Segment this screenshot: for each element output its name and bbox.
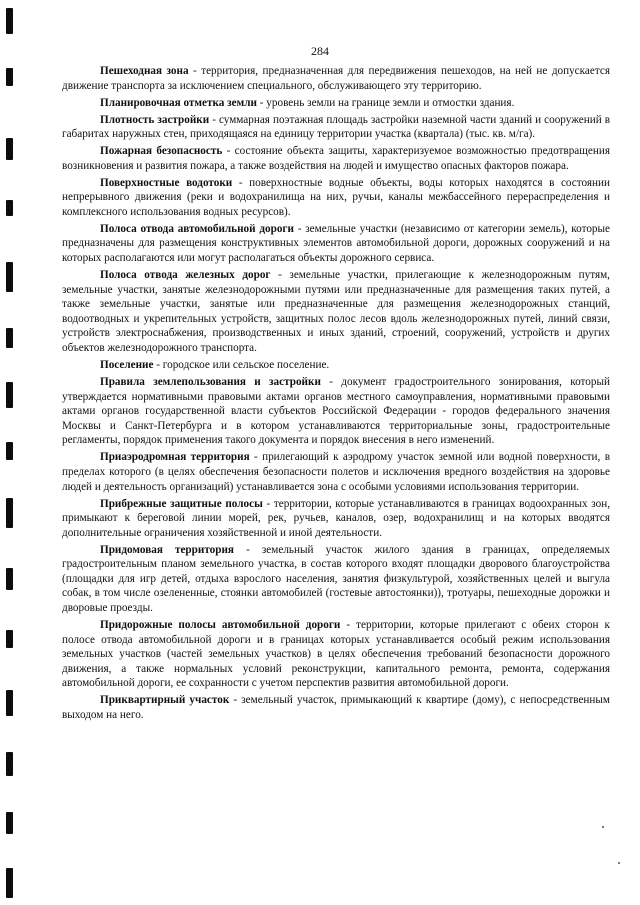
glossary-entry: Придомовая территория - земельный участок жилого здания в границах, определяемых градостроительным планом земельного участка, в состав которого входят площадки дворового благоустройства (площадки для игр детей, отдыха взрослого населения, занятия физкультурой, хозяйственных целей и выгула собак, в том числе озелененные, стоянки автомобилей (гостевые автостоянки)), тротуары, пешеходные дорожки и дворовые проезды.	[62, 543, 610, 615]
glossary-entry: Приквартирный участок - земельный участок, примыкающий к квартире (дому), с непосредственным выходом на него.	[62, 694, 610, 722]
entry-term: Пешеходная зона	[100, 65, 189, 77]
entry-definition: состояние объекта защиты, характеризуемое возможностью предотвращения возникновения и развития пожара, а также воздействия на людей и имущество опасных факторов пожара.	[62, 145, 610, 172]
entry-definition: уровень земли на границе земли и отмостки здания.	[266, 96, 515, 109]
glossary-entry: Пешеходная зона - территория, предназначенная для передвижения пешеходов, на ней не допускается движение транспорта за исключением специального, обслуживающего эту территорию.	[62, 65, 610, 92]
entry-definition: территории, которые устанавливаются в границах водоохранных зон, примыкают к береговой линии морей, рек, ручьев, каналов, озер, водохранилищ и на которых вводятся дополнительные ограничения хозяйственной и иной деятельности.	[62, 497, 610, 539]
glossary-entry: Прибрежные защитные полосы - территории, которые устанавливаются в границах водоохранных зон, примыкают к береговой линии морей, рек, ручьев, каналов, озер, водохранилищ и на которых вводятся дополнительные ограничения хозяйственной и иной деятельности.	[62, 497, 610, 539]
entry-definition: земельный участок, примыкающий к квартире (дому), с непосредственным выходом на него.	[62, 694, 610, 722]
glossary-entry: Плотность застройки - суммарная поэтажная площадь застройки наземной части зданий и сооружений в габаритах наружных стен, приходящаяся на единицу территории участка (квартала) (тыс. кв. м/га).	[62, 113, 610, 141]
entry-term: Полоса отвода железных дорог	[100, 269, 271, 282]
glossary-entry: Поселение - городское или сельское поселение.	[100, 359, 330, 372]
entry-term: Придорожные полосы автомобильной дороги	[100, 619, 341, 632]
entry-term: Правила землепользования и застройки	[100, 376, 321, 388]
entry-definition: земельные участки (независимо от категории земель), которые предназначены для размещения конструктивных элементов автомобильной дороги, дорожных сооружений и на которых располагаются или могут располагаться объекты дорожного сервиса.	[62, 222, 611, 265]
entry-term: Придомовая территория	[100, 543, 234, 556]
entry-term: Полоса отвода автомобильной дороги	[100, 222, 294, 235]
glossary-entry: Придорожные полосы автомобильной дороги - территории, которые прилегают с обеих сторон к полосе отвода автомобильной дороги и в границах которых устанавливается особый режим использования земельных участков (частей земельных участков) в целях обеспечения требований безопасности дорожного движения, а также нормальных условий реконструкции, капитального ремонта, ремонта, содержания автомобильной дороги, ее сохранности с учетом перспектив развития автомобильной дороги.	[62, 619, 610, 690]
glossary-entry: Пожарная безопасность - состояние объекта защиты, характеризуемое возможностью предотвращения возникновения и развития пожара, а также воздействия на людей и имущество опасных факторов пожара.	[62, 145, 610, 172]
entry-term: Пожарная безопасность	[100, 145, 223, 158]
entry-term: Прибрежные защитные полосы	[100, 497, 263, 510]
glossary-entry: Приаэродромная территория - прилегающий к аэродрому участок земной или водной поверхности, в пределах которого (в целях обеспечения безопасности полетов и исключения вредного воздействия на здоровье людей и деятельность организаций) устанавливается зона с особыми условиями использования территории.	[62, 451, 610, 493]
glossary-entry: Правила землепользования и застройки - документ градостроительного зонирования, который утверждается нормативными правовыми актами органов местного самоуправления, нормативными правовыми актами органов государственной власти субъектов Российской Федерации - городов федерального значения Москвы и Санкт-Петербурга и в котором устанавливаются территориальные зоны, градостроительные регламенты, порядок применения такого документа и порядок внесения в него изменений.	[62, 376, 610, 447]
glossary-entry: Планировочная отметка земли - уровень земли на границе земли и отмостки здания.	[100, 96, 515, 109]
entry-definition: земельные участки, прилегающие к железнодорожным путям, земельные участки, занятые железнодорожными путями или предназначенные для размещения таких путей, а также земельные участки, занятые или предназначенные для размещения железнодорожных станций, водоотводных и укрепительных устройств, защитных полос лесов вдоль железнодорожных путей, линий связи, устройств электроснабжения, производственных и иных зданий, строений, сооружений, устройств и других объектов железнодорожного транспорта.	[62, 269, 610, 355]
entry-definition: территория, предназначенная для передвижения пешеходов, на ней не допускается движение транспорта за исключением специального, обслуживающего эту территорию.	[62, 65, 610, 92]
entry-definition: территории, которые прилегают с обеих сторон к полосе отвода автомобильной дороги и в границах которых устанавливается особый режим использования земельных участков (частей земельных участков) в целях обеспечения требований безопасности дорожного движения, а также нормальных условий реконструкции, капитального ремонта, ремонта, содержания автомобильной дороги, ее сохранности с учетом перспектив развития автомобильной дороги.	[62, 619, 610, 690]
entry-definition: прилегающий к аэродрому участок земной или водной поверхности, в пределах которого (в целях обеспечения безопасности полетов и исключения вредного воздействия на здоровье людей и деятельность организаций) устанавливается зона с особыми условиями использования территории.	[62, 451, 610, 493]
glossary-entry: Поверхностные водотоки - поверхностные водные объекты, воды которых находятся в состоянии непрерывного движения (реки и водохранилища на них, ручьи, каналы межбассейного перераспределения и комплексного использования водных ресурсов).	[62, 176, 610, 218]
glossary-entry: Полоса отвода автомобильной дороги - земельные участки (независимо от категории земель), которые предназначены для размещения конструктивных элементов автомобильной дороги, дорожных сооружений и на которых располагаются или могут располагаться объекты дорожного сервиса.	[62, 222, 611, 265]
page-number: 284	[311, 44, 329, 58]
entry-term: Планировочная отметка земли	[100, 96, 257, 109]
entry-definition: земельный участок жилого здания в границах, определяемых градостроительным планом земельного участка, в состав которого входят площадки дворового благоустройства (площадки для игр детей, отдыха взрослого населения, занятия физкультурой, хозяйственных целей и выгула собак, в том числе озелененные, стоянки автомобилей (гостевые автостоянки)), тротуары, пешеходные дорожки и дворовые проезды.	[62, 543, 610, 615]
scan-speck	[618, 862, 620, 864]
entry-term: Плотность застройки	[100, 113, 210, 126]
glossary-text	[62, 64, 610, 725]
entry-term: Приаэродромная территория	[100, 451, 250, 464]
entry-term: Поверхностные водотоки	[100, 176, 233, 189]
entry-term: Приквартирный участок	[100, 694, 230, 707]
scan-speck	[602, 826, 604, 828]
entry-definition: поверхностные водные объекты, воды которых находятся в состоянии непрерывного движения (реки и водохранилища на них, ручьи, каналы межбассейного перераспределения и комплексного использования водных ресурсов).	[62, 176, 610, 218]
entry-definition: суммарная поэтажная площадь застройки наземной части зданий и сооружений в габаритах наружных стен, приходящаяся на единицу территории участка (квартала) (тыс. кв. м/га).	[62, 113, 610, 141]
entry-definition: городское или сельское поселение.	[162, 359, 330, 372]
glossary-entry: Полоса отвода железных дорог - земельные участки, прилегающие к железнодорожным путям, земельные участки, занятые железнодорожными путями или предназначенные для размещения таких путей, а также земельные участки, занятые или предназначенные для размещения железнодорожных станций, водоотводных и укрепительных устройств, защитных полос лесов вдоль железнодорожных путей, линий связи, устройств электроснабжения, производственных и иных зданий, строений, сооружений, устройств и других объектов железнодорожного транспорта.	[62, 269, 610, 355]
binding-edge-marks	[4, 0, 16, 905]
entry-term: Поселение	[100, 359, 154, 372]
entry-definition: документ градостроительного зонирования, который утверждается нормативными правовыми актами органов местного самоуправления, нормативными правовыми актами органов государственной власти субъектов Российской Федерации - городов федерального значения Москвы и Санкт-Петербурга и в котором устанавливаются территориальные зоны, градостроительные регламенты, порядок применения такого документа и порядок внесения в него изменений.	[62, 376, 610, 447]
